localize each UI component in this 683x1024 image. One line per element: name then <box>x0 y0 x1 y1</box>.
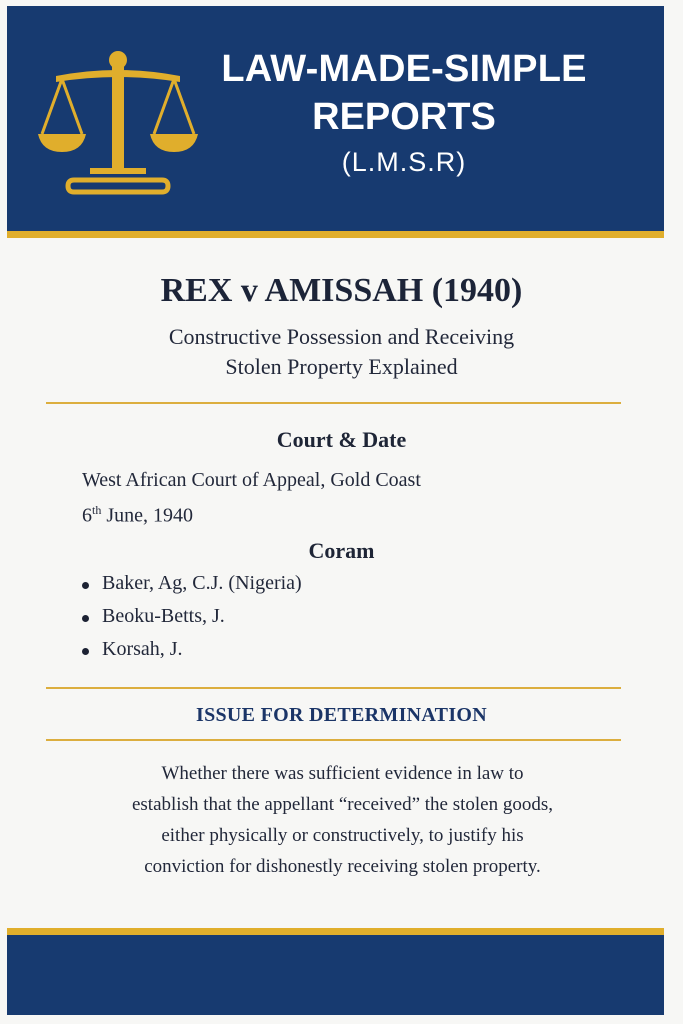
date-rest: June, 1940 <box>101 504 194 527</box>
court-date-heading: Court & Date <box>276 427 407 452</box>
footer-gold-rule <box>7 928 664 935</box>
judge-item <box>82 638 302 671</box>
decision-date <box>82 503 193 528</box>
bullet-icon <box>82 615 89 622</box>
bullet-icon <box>82 648 89 655</box>
brand-abbreviation: (L.M.S.R) <box>341 147 467 177</box>
header-gold-rule <box>7 231 664 238</box>
judge-name: Korsah, J. <box>102 638 183 660</box>
case-subtitle <box>0 322 683 382</box>
case-subtitle-line1: Constructive Possession and Receiving <box>168 324 515 349</box>
judge-name: Beoku-Betts, J. <box>102 605 225 627</box>
coram-list <box>82 572 302 671</box>
case-subtitle-line2: Stolen Property Explained <box>225 354 458 379</box>
coram-heading: Coram <box>308 538 375 563</box>
court-name: West African Court of Appeal, Gold Coast <box>82 469 421 491</box>
judge-name: Baker, Ag, C.J. (Nigeria) <box>102 572 302 594</box>
bullet-icon <box>82 582 89 589</box>
section-divider <box>46 739 621 741</box>
brand-name-line2: REPORTS <box>312 96 496 138</box>
issue-statement <box>60 758 625 882</box>
issue-line: either physically or constructively, to justify his <box>161 825 524 846</box>
issue-line: Whether there was sufficient evidence in law to <box>161 763 524 784</box>
case-title: REX v AMISSAH (1940) <box>160 272 523 309</box>
footer-banner <box>7 935 664 1015</box>
section-divider <box>46 402 621 404</box>
issue-heading: ISSUE FOR DETERMINATION <box>195 704 488 726</box>
section-divider <box>46 687 621 689</box>
scales-of-justice-icon <box>38 50 198 200</box>
judge-item <box>82 605 302 638</box>
judge-item <box>82 572 302 605</box>
brand-name-line1: LAW-MADE-SIMPLE <box>221 48 587 90</box>
issue-line: establish that the appellant “received” the stolen goods, <box>131 794 554 815</box>
issue-line: conviction for dishonestly receiving stolen property. <box>144 856 541 877</box>
date-day: 6 <box>82 504 92 527</box>
date-suffix: th <box>92 503 102 517</box>
